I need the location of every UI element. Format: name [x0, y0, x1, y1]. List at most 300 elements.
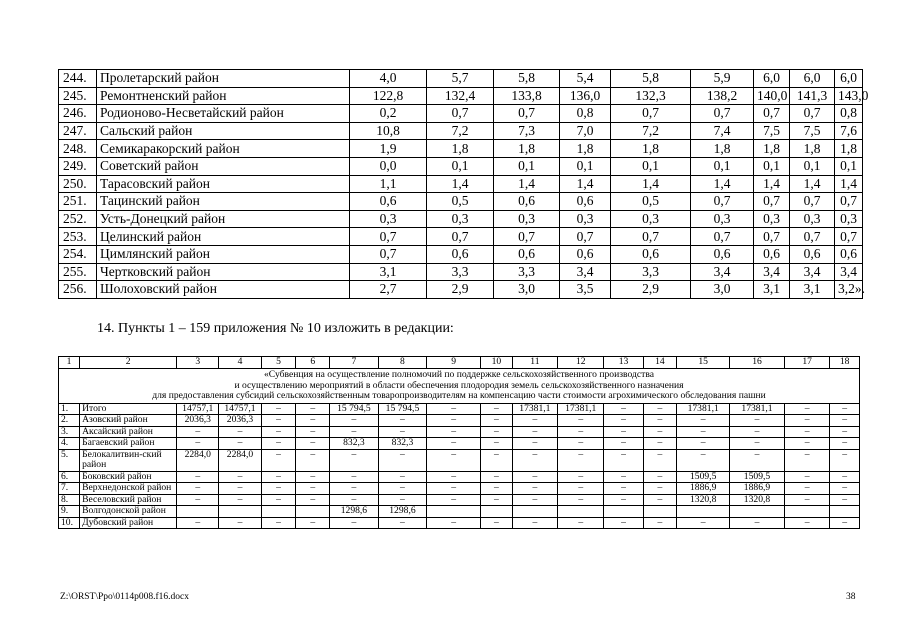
value-cell: 3,2». — [835, 281, 863, 299]
value-cell: 3,4 — [560, 263, 611, 281]
district-name: Дубовский район — [80, 517, 177, 529]
value-cell: – — [512, 517, 557, 529]
value-cell: 3,0 — [691, 281, 754, 299]
value-cell: – — [378, 415, 427, 427]
value-cell: 1,4 — [835, 175, 863, 193]
value-cell: – — [330, 483, 379, 495]
table-row — [59, 506, 860, 518]
value-cell: – — [427, 449, 481, 471]
row-number: 244. — [59, 70, 97, 88]
value-cell: 0,1 — [611, 157, 691, 175]
value-cell: – — [677, 517, 730, 529]
value-cell: – — [784, 483, 829, 495]
district-name: Итого — [80, 403, 177, 415]
value-cell: – — [604, 483, 643, 495]
value-cell: 1,8 — [790, 140, 835, 158]
table-row — [59, 175, 863, 193]
row-number: 2. — [59, 415, 80, 427]
value-cell: 0,3 — [560, 210, 611, 228]
value-cell: 3,4 — [691, 263, 754, 281]
value-cell: 1886,9 — [730, 483, 785, 495]
district-name: Веселовский район — [80, 494, 177, 506]
value-cell: – — [261, 403, 296, 415]
value-cell: 3,1 — [790, 281, 835, 299]
value-cell: – — [730, 517, 785, 529]
value-cell: 0,8 — [560, 105, 611, 123]
column-number: 12 — [558, 357, 604, 369]
value-cell: – — [481, 471, 513, 483]
value-cell — [677, 506, 730, 518]
value-cell: – — [378, 426, 427, 438]
row-number: 253. — [59, 228, 97, 246]
table-row — [59, 70, 863, 88]
table-row — [59, 415, 860, 427]
value-cell: – — [512, 483, 557, 495]
section-heading: 14. Пункты 1 – 159 приложения № 10 изложить в редакции: — [97, 321, 454, 336]
value-cell: 5,4 — [560, 70, 611, 88]
district-name: Сальский район — [97, 122, 350, 140]
value-cell: – — [643, 415, 677, 427]
value-cell: – — [558, 449, 604, 471]
value-cell: 0,6 — [560, 193, 611, 211]
value-cell: 1,8 — [611, 140, 691, 158]
value-cell: – — [830, 517, 860, 529]
value-cell: 10,8 — [350, 122, 427, 140]
value-cell: 0,7 — [350, 228, 427, 246]
value-cell: 0,1 — [790, 157, 835, 175]
value-cell: 0,2 — [350, 105, 427, 123]
value-cell: 1,9 — [350, 140, 427, 158]
value-cell: – — [643, 471, 677, 483]
page-number: 38 — [846, 592, 856, 602]
column-number: 6 — [296, 357, 330, 369]
row-number: 245. — [59, 87, 97, 105]
footer-file-path: Z:\ORST\Ppo\0114p008.f16.docx — [60, 592, 189, 602]
value-cell: 0,6 — [790, 245, 835, 263]
value-cell: – — [643, 517, 677, 529]
value-cell: – — [481, 449, 513, 471]
value-cell: 132,4 — [427, 87, 494, 105]
column-number: 15 — [677, 357, 730, 369]
value-cell: 1886,9 — [677, 483, 730, 495]
value-cell: – — [261, 449, 296, 471]
value-cell: – — [830, 403, 860, 415]
value-cell: – — [784, 415, 829, 427]
value-cell: – — [378, 517, 427, 529]
value-cell: 7,0 — [560, 122, 611, 140]
value-cell: 3,4 — [754, 263, 790, 281]
table-title — [59, 369, 860, 404]
row-number: 252. — [59, 210, 97, 228]
value-cell: 0,1 — [754, 157, 790, 175]
value-cell: – — [219, 483, 261, 495]
table-row — [59, 449, 860, 471]
value-cell: – — [427, 403, 481, 415]
value-cell: – — [604, 426, 643, 438]
value-cell: 17381,1 — [512, 403, 557, 415]
value-cell: – — [219, 426, 261, 438]
value-cell: – — [677, 426, 730, 438]
value-cell — [830, 506, 860, 518]
value-cell: 2284,0 — [177, 449, 219, 471]
value-cell: 0,6 — [560, 245, 611, 263]
value-cell: – — [177, 517, 219, 529]
value-cell: – — [481, 438, 513, 450]
value-cell: 5,9 — [691, 70, 754, 88]
value-cell — [261, 506, 296, 518]
value-cell: 0,6 — [754, 245, 790, 263]
value-cell: 0,7 — [790, 228, 835, 246]
top-table-body — [59, 70, 869, 299]
value-cell — [296, 506, 330, 518]
value-cell: – — [296, 449, 330, 471]
value-cell — [643, 506, 677, 518]
column-number: 1 — [59, 357, 80, 369]
value-cell: – — [730, 449, 785, 471]
district-name: Белокалитвин-ский район — [80, 449, 177, 471]
table-row — [59, 438, 860, 450]
value-cell: 5,8 — [611, 70, 691, 88]
value-cell: 1,4 — [790, 175, 835, 193]
row-number: 3. — [59, 426, 80, 438]
table-row — [59, 281, 863, 299]
column-number: 10 — [481, 357, 513, 369]
value-cell: – — [177, 494, 219, 506]
value-cell: 2,7 — [350, 281, 427, 299]
value-cell: – — [604, 403, 643, 415]
value-cell: – — [830, 494, 860, 506]
value-cell: – — [830, 471, 860, 483]
row-number: 7. — [59, 483, 80, 495]
district-name: Родионово-Несветайский район — [97, 105, 350, 123]
value-cell: 1,8 — [560, 140, 611, 158]
district-name: Семикаракорский район — [97, 140, 350, 158]
value-cell: 0,6 — [427, 245, 494, 263]
value-cell: 17381,1 — [677, 403, 730, 415]
value-cell: 14757,1 — [177, 403, 219, 415]
district-name: Боковский район — [80, 471, 177, 483]
value-cell: – — [730, 438, 785, 450]
value-cell: – — [512, 426, 557, 438]
table-row — [59, 403, 860, 415]
value-cell: – — [558, 438, 604, 450]
value-cell: – — [427, 415, 481, 427]
value-cell: – — [330, 426, 379, 438]
district-name: Чертковский район — [97, 263, 350, 281]
value-cell: – — [261, 517, 296, 529]
value-cell: – — [643, 426, 677, 438]
value-cell: 133,8 — [494, 87, 560, 105]
row-number: 5. — [59, 449, 80, 471]
district-name: Ремонтненский район — [97, 87, 350, 105]
value-cell: 0,3 — [835, 210, 863, 228]
value-cell: – — [512, 449, 557, 471]
value-cell: – — [481, 426, 513, 438]
value-cell: – — [558, 494, 604, 506]
value-cell: – — [330, 494, 379, 506]
table-row — [59, 210, 863, 228]
value-cell: – — [830, 426, 860, 438]
value-cell: – — [677, 449, 730, 471]
value-cell: – — [378, 483, 427, 495]
value-cell: – — [643, 438, 677, 450]
value-cell: 14757,1 — [219, 403, 261, 415]
value-cell: 0,1 — [560, 157, 611, 175]
value-cell: – — [481, 483, 513, 495]
row-number: 1. — [59, 403, 80, 415]
value-cell: – — [784, 449, 829, 471]
value-cell: 0,7 — [754, 228, 790, 246]
value-cell: 7,5 — [790, 122, 835, 140]
column-number-row — [59, 357, 860, 369]
value-cell: 2036,3 — [177, 415, 219, 427]
value-cell: – — [330, 471, 379, 483]
value-cell: 0,7 — [790, 105, 835, 123]
value-cell: – — [604, 471, 643, 483]
value-cell: 5,7 — [427, 70, 494, 88]
value-cell: – — [604, 517, 643, 529]
value-cell: – — [784, 403, 829, 415]
row-number: 254. — [59, 245, 97, 263]
column-number: 5 — [261, 357, 296, 369]
value-cell: 0,7 — [494, 105, 560, 123]
column-number: 4 — [219, 357, 261, 369]
table-row — [59, 263, 863, 281]
table-row — [59, 245, 863, 263]
table-title-line: «Субвенция на осуществление полномочий по поддержке сельскохозяйственного производства — [264, 369, 654, 380]
value-cell: – — [261, 471, 296, 483]
value-cell — [730, 506, 785, 518]
value-cell: 3,3 — [494, 263, 560, 281]
value-cell: – — [512, 415, 557, 427]
table-title-row — [59, 369, 860, 404]
value-cell: 3,3 — [427, 263, 494, 281]
value-cell: 0,6 — [835, 245, 863, 263]
table-row — [59, 494, 860, 506]
row-number: 250. — [59, 175, 97, 193]
value-cell: 3,5 — [560, 281, 611, 299]
value-cell: 3,4 — [835, 263, 863, 281]
value-cell: 1298,6 — [378, 506, 427, 518]
value-cell: 1,4 — [754, 175, 790, 193]
value-cell: 0,6 — [691, 245, 754, 263]
value-cell: – — [219, 471, 261, 483]
value-cell: – — [730, 426, 785, 438]
value-cell: – — [177, 483, 219, 495]
value-cell: – — [784, 426, 829, 438]
value-cell: 6,0 — [790, 70, 835, 88]
value-cell: – — [296, 494, 330, 506]
value-cell: – — [296, 403, 330, 415]
value-cell: – — [643, 449, 677, 471]
value-cell: 1,8 — [427, 140, 494, 158]
row-number: 6. — [59, 471, 80, 483]
table-title-line: для предоставления субсидий сельскохозяйственным товаропроизводителям на компенсацию части стоимости агрохимического обследования пашни — [152, 390, 766, 401]
value-cell: 141,3 — [790, 87, 835, 105]
value-cell: – — [558, 426, 604, 438]
value-cell: 2284,0 — [219, 449, 261, 471]
value-cell: 0,5 — [611, 193, 691, 211]
value-cell: 0,8 — [835, 105, 863, 123]
value-cell: 1,4 — [494, 175, 560, 193]
value-cell: 0,6 — [494, 245, 560, 263]
value-cell: – — [177, 438, 219, 450]
value-cell: 832,3 — [378, 438, 427, 450]
value-cell — [784, 506, 829, 518]
value-cell: – — [643, 403, 677, 415]
value-cell: 0,3 — [790, 210, 835, 228]
value-cell: 0,3 — [350, 210, 427, 228]
value-cell: – — [604, 415, 643, 427]
value-cell: 1,8 — [494, 140, 560, 158]
value-cell: 1,8 — [691, 140, 754, 158]
value-cell: 0,6 — [611, 245, 691, 263]
value-cell — [512, 506, 557, 518]
row-number: 9. — [59, 506, 80, 518]
value-cell: – — [784, 517, 829, 529]
value-cell: – — [784, 471, 829, 483]
value-cell: 1298,6 — [330, 506, 379, 518]
value-cell: 0,7 — [427, 105, 494, 123]
value-cell: 0,7 — [754, 105, 790, 123]
district-name: Советский район — [97, 157, 350, 175]
value-cell: 0,7 — [494, 228, 560, 246]
column-number: 3 — [177, 357, 219, 369]
column-number: 2 — [80, 357, 177, 369]
value-cell: 0,0 — [350, 157, 427, 175]
value-cell: – — [677, 438, 730, 450]
value-cell: 0,7 — [790, 193, 835, 211]
value-cell: – — [261, 415, 296, 427]
value-cell: – — [261, 494, 296, 506]
value-cell: – — [296, 483, 330, 495]
row-number: 255. — [59, 263, 97, 281]
value-cell: – — [558, 471, 604, 483]
table-row — [59, 140, 863, 158]
column-number: 11 — [512, 357, 557, 369]
value-cell: 1,4 — [560, 175, 611, 193]
column-number: 8 — [378, 357, 427, 369]
value-cell: 7,2 — [611, 122, 691, 140]
table-row — [59, 426, 860, 438]
value-cell: – — [481, 517, 513, 529]
district-name: Усть-Донецкий район — [97, 210, 350, 228]
value-cell: – — [219, 517, 261, 529]
value-cell: – — [830, 483, 860, 495]
value-cell — [481, 506, 513, 518]
value-cell: 0,7 — [691, 228, 754, 246]
value-cell: 6,0 — [754, 70, 790, 88]
row-number: 8. — [59, 494, 80, 506]
value-cell: 17381,1 — [558, 403, 604, 415]
value-cell: – — [512, 494, 557, 506]
district-name: Пролетарский район — [97, 70, 350, 88]
table-row — [59, 157, 863, 175]
value-cell: 1509,5 — [677, 471, 730, 483]
row-number: 10. — [59, 517, 80, 529]
table-row — [59, 87, 863, 105]
table-row — [59, 105, 863, 123]
value-cell: 0,1 — [494, 157, 560, 175]
value-cell: 1,8 — [835, 140, 863, 158]
value-cell: – — [784, 494, 829, 506]
table-row — [59, 122, 863, 140]
value-cell: – — [177, 426, 219, 438]
value-cell: 0,7 — [835, 228, 863, 246]
column-number: 17 — [784, 357, 829, 369]
table-row — [59, 517, 860, 529]
value-cell: – — [177, 471, 219, 483]
row-number: 247. — [59, 122, 97, 140]
value-cell: – — [261, 426, 296, 438]
value-cell: 0,7 — [754, 193, 790, 211]
value-cell: 3,3 — [611, 263, 691, 281]
value-cell: 1,4 — [427, 175, 494, 193]
value-cell — [177, 506, 219, 518]
table-row — [59, 193, 863, 211]
value-cell: – — [481, 494, 513, 506]
value-cell: – — [296, 471, 330, 483]
value-cell: – — [427, 471, 481, 483]
value-cell: 0,7 — [611, 228, 691, 246]
value-cell: – — [558, 483, 604, 495]
value-cell: 1320,8 — [730, 494, 785, 506]
table-row — [59, 471, 860, 483]
district-name: Тарасовский район — [97, 175, 350, 193]
value-cell: 140,0 — [754, 87, 790, 105]
value-cell: 1320,8 — [677, 494, 730, 506]
value-cell: 0,6 — [494, 193, 560, 211]
value-cell: 2,9 — [611, 281, 691, 299]
value-cell: – — [730, 415, 785, 427]
value-cell: 1,8 — [754, 140, 790, 158]
column-number: 7 — [330, 357, 379, 369]
subvention-table-body — [59, 357, 860, 529]
value-cell: 1,1 — [350, 175, 427, 193]
value-cell: – — [261, 483, 296, 495]
value-cell: – — [604, 438, 643, 450]
value-cell: – — [427, 426, 481, 438]
value-cell: 138,2 — [691, 87, 754, 105]
district-name: Багаевский район — [80, 438, 177, 450]
value-cell: 0,3 — [611, 210, 691, 228]
value-cell: – — [643, 483, 677, 495]
value-cell: – — [830, 449, 860, 471]
value-cell: – — [378, 449, 427, 471]
value-cell: 0,1 — [427, 157, 494, 175]
value-cell: – — [427, 438, 481, 450]
value-cell: 17381,1 — [730, 403, 785, 415]
value-cell: 132,3 — [611, 87, 691, 105]
value-cell: – — [481, 415, 513, 427]
value-cell: 0,1 — [835, 157, 863, 175]
value-cell: 4,0 — [350, 70, 427, 88]
value-cell: – — [378, 494, 427, 506]
value-cell: 0,5 — [427, 193, 494, 211]
value-cell: – — [427, 483, 481, 495]
value-cell — [219, 506, 261, 518]
value-cell: 0,3 — [494, 210, 560, 228]
column-number: 13 — [604, 357, 643, 369]
value-cell: 122,8 — [350, 87, 427, 105]
value-cell: 3,1 — [754, 281, 790, 299]
value-cell: 5,8 — [494, 70, 560, 88]
table-title-line: и осуществлению мероприятий в области обеспечения плодородия земель сельскохозяйственного назначения — [234, 379, 684, 391]
district-name: Аксайский район — [80, 426, 177, 438]
value-cell: 0,7 — [560, 228, 611, 246]
value-cell: 0,6 — [350, 193, 427, 211]
value-cell: – — [558, 517, 604, 529]
